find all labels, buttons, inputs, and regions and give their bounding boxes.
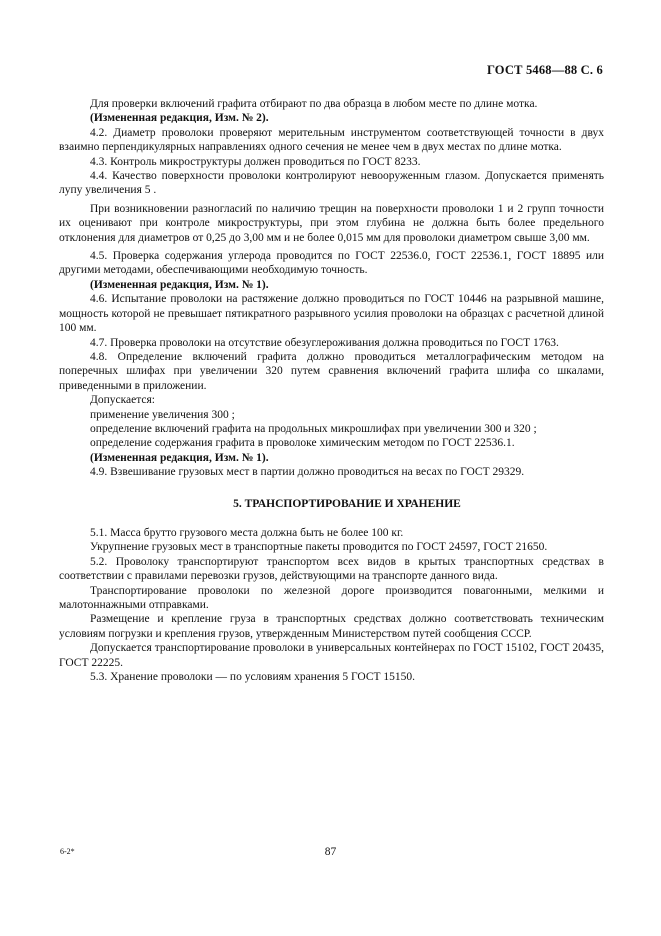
paragraph: 5.2. Проволоку транспортируют транспортом всех видов в крытых транспортных средствах в соответствии с правилами перевозки грузов, действующими на транспорте данного вида. — [59, 555, 604, 583]
paragraph: определение содержания графита в проволоке химическим методом по ГОСТ 22536.1. — [90, 437, 515, 450]
paragraph: 4.7. Проверка проволоки на отсутствие обезуглероживания должна проводиться по ГОСТ 1763. — [90, 336, 559, 349]
paragraph: Допускается транспортирование проволоки в универсальных контейнерах по ГОСТ 15102, ГОСТ 20435, ГОСТ 22225. — [59, 642, 604, 669]
paragraph: Транспортирование проволоки по железной дороге производится повагонными, мелкими и малотоннажными отправками. — [59, 584, 604, 611]
paragraph: 4.8. Определение включений графита должно проводиться металлографическим методом на поперечных шлифах при увеличении 320 путем сравнения включений графита шлифа со шкалами, приведенными в приложении. — [59, 350, 604, 392]
paragraph: 4.6. Испытание проволоки на растяжение должно проводиться по ГОСТ 10446 на разрывной машине, мощность которой не превышает пятикратного разрывного усилия проволоки на образцах с расчетной длиной 100 мм. — [59, 293, 604, 335]
amendment-note: (Измененная редакция, Изм. № 2). — [90, 112, 269, 125]
footer-code: 6-2* — [60, 847, 75, 856]
paragraph: 4.2. Диаметр проволоки проверяют мерительным инструментом соответствующей точности в двух взаимно перпендикулярных направлениях одного сечения не менее чем в двух местах по длине мотка. — [59, 126, 604, 154]
section-title: 5. ТРАНСПОРТИРОВАНИЕ И ХРАНЕНИЕ — [233, 497, 461, 510]
document-body — [59, 97, 604, 684]
paragraph: Размещение и крепление груза в транспортных средствах должно соответствовать техническим условиям погрузки и крепления грузов, утвержденным Министерством путей сообщения СССР. — [59, 613, 604, 640]
paragraph: Допускается: — [90, 394, 155, 407]
amendment-note: (Измененная редакция, Изм. № 1). — [90, 278, 269, 291]
paragraph: 4.3. Контроль микроструктуры должен проводиться по ГОСТ 8233. — [90, 155, 421, 168]
page-header: ГОСТ 5468—88 С. 6 — [486, 63, 603, 77]
paragraph: Укрупнение грузовых мест в транспортные пакеты проводится по ГОСТ 24597, ГОСТ 21650. — [90, 541, 548, 554]
amendment-note: (Измененная редакция, Изм. № 1). — [90, 451, 269, 464]
paragraph: Для проверки включений графита отбирают по два образца в любом месте по длине мотка. — [90, 98, 538, 110]
paragraph: определение включений графита на продольных микрошлифах при увеличении 300 и 320 ; — [90, 422, 537, 435]
paragraph: При возникновении разногласий по наличию трещин на поверхности проволоки 1 и 2 групп точности их оценивают при контроле микроструктуры, при этом глубина не должна быть более предельного отклонения для диаметров от 0,25 до 3,00 мм и не более 0,015 мм для проволоки диаметром свыше 3,00 мм. — [59, 202, 604, 244]
paragraph: 4.5. Проверка содержания углерода проводится по ГОСТ 22536.0, ГОСТ 22536.1, ГОСТ 18895 или другими методами, обеспечивающими необходимую точность. — [59, 250, 604, 277]
paragraph: 5.1. Масса брутто грузового места должна быть не более 100 кг. — [90, 526, 404, 539]
paragraph: 4.4. Качество поверхности проволоки контролируют невооруженным глазом. Допускается применять лупу увеличения 5 . — [59, 170, 604, 197]
paragraph: 5.3. Хранение проволоки — по условиям хранения 5 ГОСТ 15150. — [90, 671, 416, 684]
paragraph: 4.9. Взвешивание грузовых мест в партии должно проводиться на весах по ГОСТ 29329. — [90, 466, 525, 479]
page-number: 87 — [324, 846, 337, 858]
paragraph: применение увеличения 300 ; — [90, 408, 235, 421]
